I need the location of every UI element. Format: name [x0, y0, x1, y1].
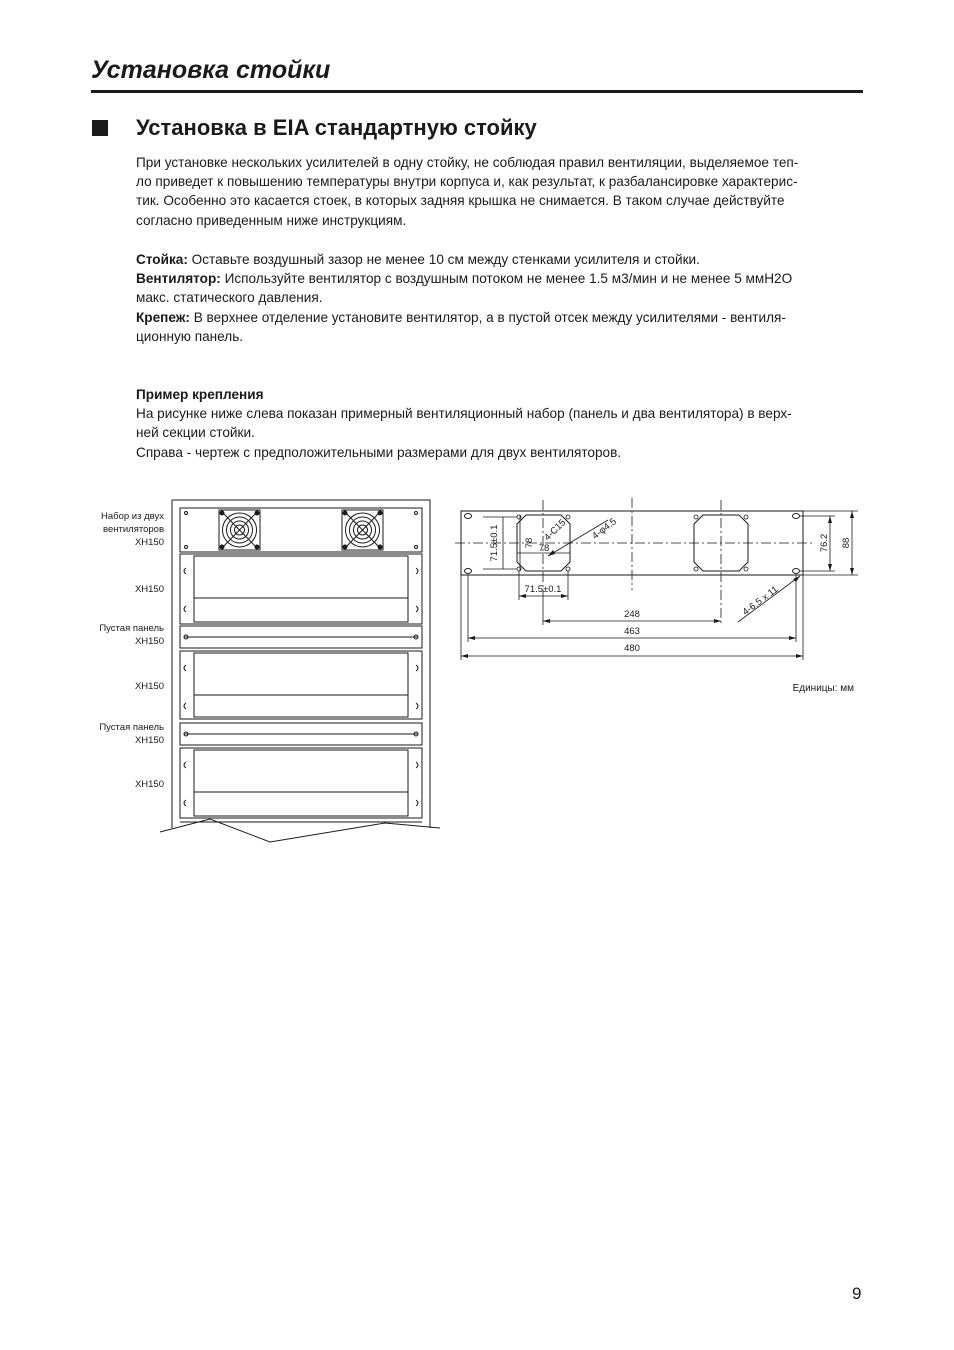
- fan-requirement-cont: макс. статического давления.: [136, 290, 323, 306]
- example-heading: Пример крепления: [136, 387, 264, 402]
- blank-panel-label: XH150: [134, 735, 164, 746]
- intro-line: При установке нескольких усилителей в одну стойку, не соблюдая правил вентиляции, выделяемое теп-: [136, 155, 799, 170]
- section-square-icon: [92, 120, 108, 136]
- rack-illustration: [160, 500, 440, 842]
- mount-requirement: [136, 308, 864, 327]
- dim-fan-width: 78: [538, 543, 550, 554]
- dim-hole-pitch-vertical: 71.5±0.1: [489, 524, 500, 562]
- blank-panel-label: Пустая панель: [99, 623, 164, 634]
- units-label: Единицы: мм: [792, 683, 854, 694]
- intro-line: тик. Особенно это касается стоек, в которых задняя крышка не снимается. В таком случае действуйте: [136, 193, 785, 209]
- example-line: На рисунке ниже слева показан примерный вентиляционный набор (панель и два вентилятора) в верх-: [136, 406, 792, 422]
- dim-corner-chamfer: 4-C15: [542, 517, 569, 544]
- dim-fan-height: 78: [524, 537, 535, 549]
- requirements-block: [136, 250, 864, 346]
- example-block: [136, 385, 864, 462]
- blank-panel-label: Пустая панель: [99, 722, 164, 733]
- fan-label: Вентилятор:: [136, 271, 221, 287]
- amp-label: XH150: [134, 584, 164, 595]
- rack-labels: [99, 511, 164, 790]
- mount-requirement-cont: ционную панель.: [136, 328, 244, 344]
- installation-diagram: [0, 490, 954, 850]
- dim-panel-width: 480: [624, 643, 640, 654]
- fan-kit-label: XH150: [134, 537, 164, 548]
- fan-kit-label: вентиляторов: [103, 524, 164, 535]
- title-rule: [91, 90, 863, 93]
- example-line: ней секции стойки.: [136, 425, 255, 441]
- blank-panel-label: XH150: [134, 636, 164, 647]
- dim-hole-pitch-horizontal: 71.5±0.1: [524, 584, 562, 595]
- fan-text: Используйте вентилятор с воздушным потоком не менее 1.5 м3/мин и не менее 5 ммН2О: [220, 271, 793, 287]
- amp-label: XH150: [134, 681, 164, 692]
- fan-icon: [342, 510, 383, 550]
- rack-label: Стойка:: [136, 252, 188, 267]
- dim-mount-holes: 4-6.5 x 11: [740, 584, 781, 618]
- intro-paragraph: [136, 153, 864, 230]
- mount-text: В верхнее отделение установите вентилятор, а в пустой отсек между усилителями - вентиля-: [189, 309, 786, 325]
- rack-requirement: [136, 250, 864, 269]
- intro-line: ло приведет к повышению температуры внутри корпуса и, как результат, к разбалансировке характерис-: [136, 174, 798, 190]
- fan-icon: [219, 510, 260, 550]
- dim-fan-holes: 4-φ4.5: [590, 516, 619, 542]
- fan-kit-label: Набор из двух: [101, 511, 164, 522]
- rack-text: Оставьте воздушный зазор не менее 10 см между стенками усилителя и стойки.: [187, 252, 700, 267]
- section-heading: Установка в EIA стандартную стойку: [136, 115, 537, 140]
- intro-line: согласно приведенным ниже инструкциям.: [136, 212, 407, 228]
- page-number: 9: [852, 1284, 862, 1303]
- mount-label: Крепеж:: [136, 309, 190, 325]
- dim-fan-spacing: 248: [624, 609, 640, 620]
- example-line: Справа - чертеж с предположительными размерами для двух вентиляторов.: [136, 444, 622, 460]
- dim-mount-spacing: 463: [624, 626, 640, 637]
- panel-drawing: [455, 498, 858, 660]
- dim-panel-height: 88: [841, 537, 852, 549]
- dim-mount-height: 76.2: [819, 533, 830, 553]
- fan-requirement: [136, 269, 864, 288]
- page-title: Установка стойки: [91, 56, 331, 84]
- amp-label: XH150: [134, 779, 164, 790]
